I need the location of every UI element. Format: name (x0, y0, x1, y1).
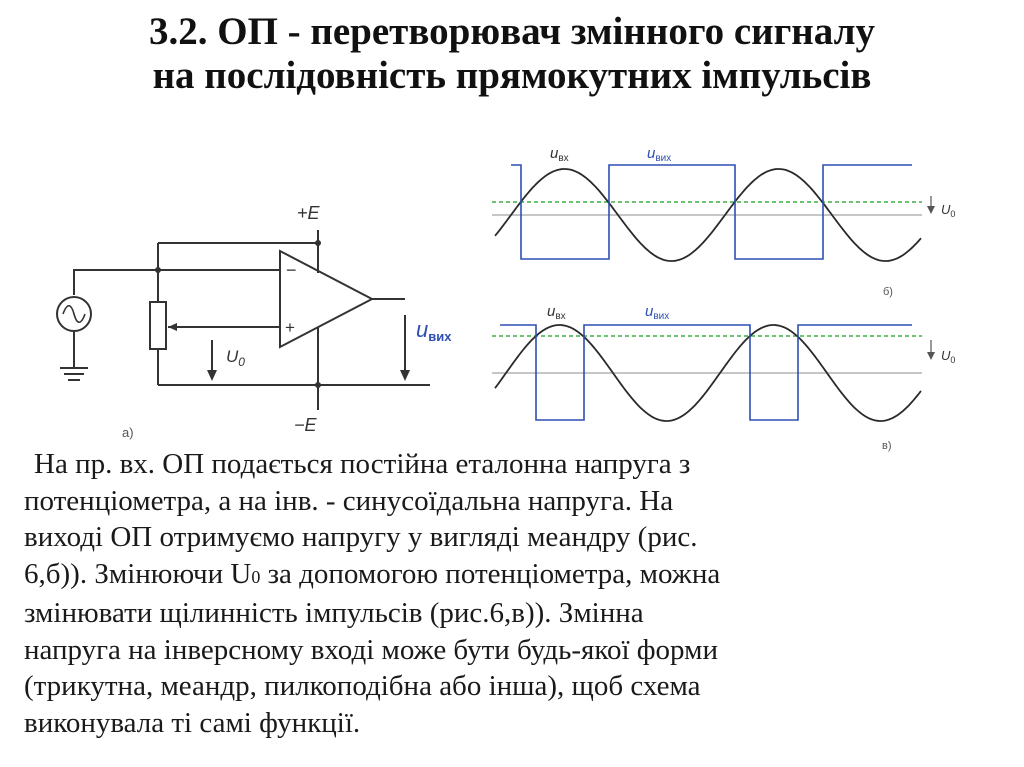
junction-dot (315, 240, 321, 246)
label-u-out: uвих (416, 317, 452, 344)
explanation-paragraph (24, 446, 1014, 741)
waveform-panel-b (492, 145, 955, 298)
slide-title-line-2: на послідовність прямокутних імпульсів (152, 54, 872, 97)
label-minus-e: −E (294, 415, 317, 435)
label-plus-e: +E (297, 203, 320, 223)
label-u0: $U_0$ (941, 348, 956, 365)
label-u-in: $u_{вх}$ (550, 145, 569, 164)
paragraph-line: напруга на інверсному вході може бути будь-якої форми (24, 633, 718, 666)
paragraph-line: На пр. вх. ОП подається постійна еталонна напруга з (34, 448, 691, 480)
paragraph-text: за допомогою потенціометра, можна (260, 557, 721, 590)
caption-c: в) (882, 440, 892, 452)
label-u0: $U_0$ (941, 202, 956, 219)
paragraph-line: виході ОП отримуємо напругу у вигляді меандру (рис. (24, 521, 698, 553)
u0-arrow-head (927, 352, 935, 360)
junction-dot (155, 267, 161, 273)
label-u-out: $u_{вих}$ (647, 145, 672, 164)
u0-arrow-head (927, 206, 935, 214)
caption-a: а) (122, 425, 134, 440)
paragraph-line: (трикутна, меандр, пилкоподібна або інша), щоб схема (24, 670, 701, 702)
label-u0: $U_0$ (226, 347, 245, 369)
caption-b: б) (883, 286, 893, 298)
label-noninverting-sign: + (285, 318, 295, 337)
circuit-diagram (57, 230, 430, 410)
potentiometer-body (150, 302, 166, 349)
paragraph-subscript: 0 (251, 566, 261, 587)
square-wave-output (511, 165, 912, 259)
paragraph-line: потенціометра, а на інв. - синусоїдальна напруга. На (24, 484, 674, 517)
waveform-panel-c (492, 303, 955, 452)
wire-source (74, 270, 158, 295)
label-u-in: $u_{вх}$ (547, 303, 566, 322)
label-u-out: $u_{вих}$ (645, 303, 670, 322)
paragraph-text: 6,б)). Змінюючи U (24, 557, 252, 590)
u0-arrow-head (207, 370, 217, 381)
paragraph-line: змінювати щілинність імпульсів (рис.6,в)). Змінна (24, 597, 644, 629)
slide-title-line-1: 3.2. ОП - перетворювач змінного сигналу (148, 10, 875, 53)
wiper-arrow (168, 323, 177, 331)
output-arrow-head (400, 370, 410, 381)
paragraph-line: виконувала ті самі функції. (24, 706, 361, 739)
junction-dot (315, 382, 321, 388)
paragraph-line (24, 556, 1014, 596)
label-inverting-sign: − (286, 260, 297, 280)
